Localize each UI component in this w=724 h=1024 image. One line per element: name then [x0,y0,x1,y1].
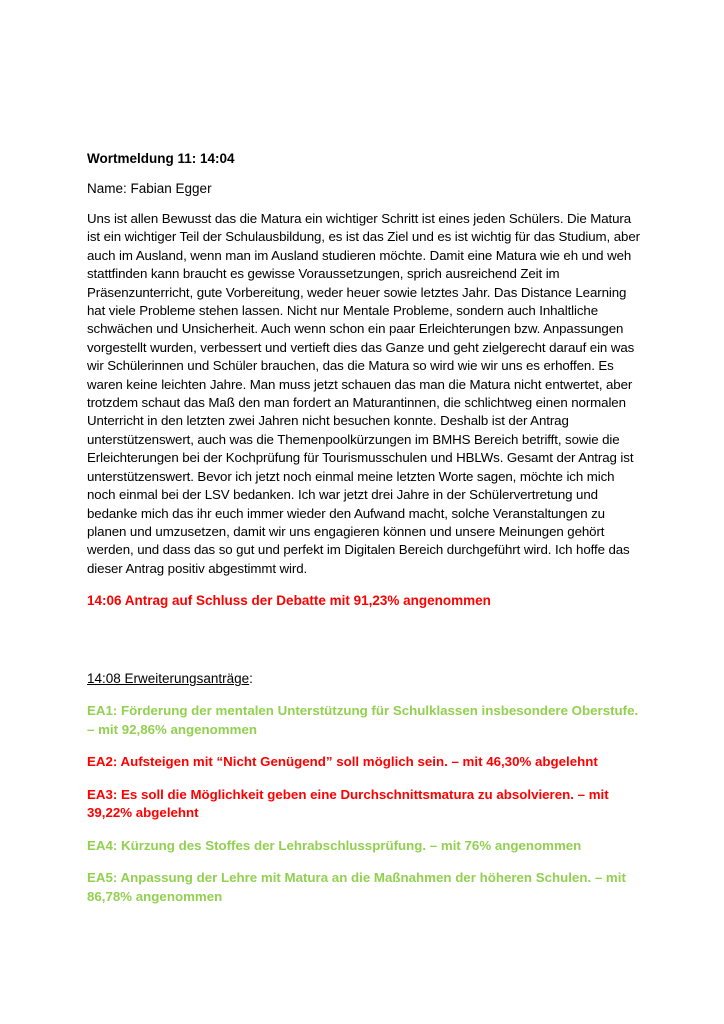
debate-closure-result: 14:06 Antrag auf Schluss der Debatte mit 91,23% angenommen [87,593,491,609]
amendment-ea5: EA5: Anpassung der Lehre mit Matura an die Maßnahmen der höheren Schulen. – mit 86,78% angenommen [87,870,626,904]
speaker-name: Name: Fabian Egger [87,181,212,196]
document-page [87,150,642,920]
speech-heading: Wortmeldung 11: 14:04 [87,151,235,166]
amendment-ea2: EA2: Aufsteigen mit “Nicht Genügend” soll möglich sein. – mit 46,30% abgelehnt [87,754,598,770]
amendments-section-colon: : [249,671,253,687]
amendments-section-title [87,670,642,688]
amendment-ea4: EA4: Kürzung des Stoffes der Lehrabschlussprüfung. – mit 76% angenommen [87,837,582,853]
amendment-ea3: EA3: Es soll die Möglichkeit geben eine Durchschnittsmatura zu absolvieren. – mit 39,22% abgelehnt [87,786,609,821]
amendments-section-label: 14:08 Erweiterungsanträge [87,671,250,687]
amendment-ea1: EA1: Förderung der mentalen Unterstützung für Schulklassen insbesondere Oberstufe. – mit 92,86% angenommen [87,703,639,737]
speech-body: Uns ist allen Bewusst das die Matura ein wichtiger Schritt ist eines jeden Schülers. Die Matura ist ein wichtiger Teil der Schulausbildung, es ist das Ziel und es ist wichtig für das Studium, aber auch im Ausland, wenn man im Ausland studieren möchte. Damit eine Matura wie eh und weh stattfinden kann braucht es gewisse Voraussetzungen, sprich ausreichend Zeit im Präsenzunterricht, gute Vorbereitung, weder heuer sowie letztes Jahr. Das Distance Learning hat viele Probleme stehen lassen. Nicht nur Mentale Probleme, sondern auch Inhaltliche schwächen und Unsicherheit. Auch wenn schon ein paar Erleichterungen bzw. Anpassungen vorgestellt wurden, verbessert und vertieft dies das Ganze und geht zielgerecht darauf ein was wir Schülerinnen und Schüler brauchen, das die Matura so wird wie wir uns es erhoffen. Es waren keine leichten Jahre. Man muss jetzt schauen das man die Matura nicht entwertet, aber trotzdem schaut das Maß den man fordert an Maturantinnen, die schlichtweg einen normalen Unterricht in den letzten zwei Jahren nicht besuchen konnte. Deshalb ist der Antrag unterstützenswert, auch was die Themenpoolkürzungen im BMHS Bereich betrifft, sowie die Erleichterungen bei der Kochprüfung für Tourismusschulen und HBLWs. Gesamt der Antrag ist unterstützenswert. Bevor ich jetzt noch einmal meine letzten Worte sagen, möchte ich mich noch einmal bei der LSV bedanken. Ich war jetzt drei Jahre in der Schülervertretung und bedanke mich das ihr euch immer wieder den Aufwand macht, solche Veranstaltungen zu planen und umzusetzen, damit wir uns engagieren können und unsere Meinungen gehört werden, und dass das so gut und perfekt im Digitalen Bereich durchgeführt wird. Ich hoffe das dieser Antrag positiv abgestimmt wird. [87,211,640,576]
